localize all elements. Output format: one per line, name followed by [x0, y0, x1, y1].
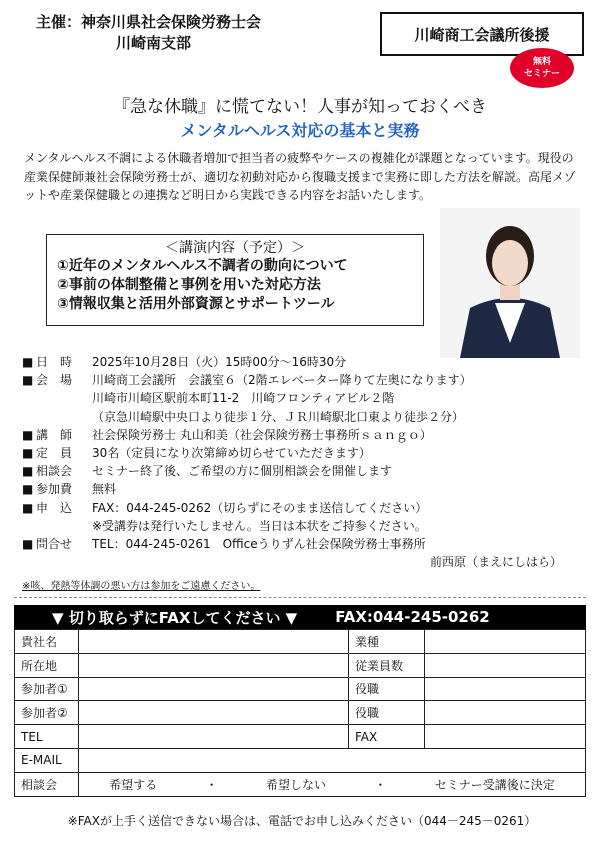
apply-label: 申 込	[36, 500, 73, 515]
contact-person: 前西原（まえにしはら）	[429, 555, 562, 570]
footer-note: ※FAXが上手く送信できない場合は、電話でお申し込みください（044－245－0261）	[67, 814, 537, 828]
lecture-item: ②事前の体制整備と事例を用いた対応方法	[57, 277, 321, 293]
contact-row	[22, 535, 582, 553]
lecture-item: ①近年のメンタルヘルス不調者の動向について	[57, 258, 348, 274]
speaker-value: 社会保険労務士 丸山和美（社会保険労務士事務所ｓａｎｇｏ）	[92, 427, 432, 442]
email-field[interactable]	[79, 748, 586, 772]
venue-value: 川崎商工会議所 会議室６（2階エレベーター降りて左奥になります）	[92, 373, 472, 388]
table-row	[15, 677, 586, 701]
position1-field[interactable]	[425, 677, 586, 701]
table-row	[15, 772, 586, 796]
separator-dot: ・	[205, 777, 218, 792]
venue-row	[22, 371, 582, 389]
fee-label: 参加費	[36, 482, 73, 497]
capacity-row	[22, 444, 582, 462]
choice-not-want[interactable]: 希望しない	[265, 777, 326, 792]
table-row	[15, 748, 586, 772]
fax-bar	[14, 605, 586, 629]
speaker-row	[22, 426, 582, 444]
table-row	[15, 630, 586, 654]
consult-choices	[79, 772, 586, 796]
bullet: ■	[22, 373, 34, 388]
industry-field[interactable]	[425, 630, 586, 654]
consult-label: 相談会	[36, 464, 73, 479]
capacity-label: 定 員	[36, 446, 73, 461]
table-row	[15, 701, 586, 725]
capacity-value: 30名（定員になり次第締め切らせていただきます）	[92, 446, 371, 461]
employees-field[interactable]	[425, 653, 586, 677]
position1-label: 役職	[349, 677, 425, 701]
table-row	[15, 653, 586, 677]
industry-label: 業種	[349, 630, 425, 654]
participant2-label: 参加者②	[15, 701, 79, 725]
organizer-line2: 川崎南支部	[116, 34, 192, 52]
table-row	[15, 725, 586, 749]
position2-field[interactable]	[425, 701, 586, 725]
lecture-item: ③情報収集と活用外部資源とサポートツール	[57, 296, 335, 312]
participant1-field[interactable]	[79, 677, 349, 701]
email-label: E-MAIL	[15, 748, 79, 772]
fax-number: FAX:044-245-0262	[335, 608, 490, 626]
free-seminar-badge	[510, 48, 574, 88]
company-label: 貴社名	[15, 630, 79, 654]
bullet: ■	[22, 537, 34, 552]
consult-form-label: 相談会	[15, 772, 79, 796]
address-label: 所在地	[15, 653, 79, 677]
date-value: 2025年10月28日（火）15時00分～16時30分	[92, 355, 347, 369]
date-label: 日 時	[36, 355, 73, 369]
bullet: ■	[22, 446, 34, 461]
lecture-box	[46, 234, 424, 326]
fee-value: 無料	[92, 482, 117, 497]
fax-label: FAX	[349, 725, 425, 749]
participant2-field[interactable]	[79, 701, 349, 725]
bullet: ■	[22, 427, 34, 442]
fax-instruction: ▼ 切り取らずにFAXしてください ▼	[52, 608, 298, 627]
consult-value: セミナー終了後、ご希望の方に個別相談会を開催します	[92, 464, 393, 479]
venue-address: 川崎市川崎区駅前本町11-2 川崎フロンティアビル２階	[92, 391, 395, 406]
badge-line1: 無料	[532, 57, 551, 67]
apply-row	[22, 499, 582, 517]
separator-dot: ・	[374, 777, 387, 792]
contact-value: TEL：044-245-0261 Officeうりずん社会保険労務士事務所	[92, 537, 426, 552]
fax-field[interactable]	[425, 725, 586, 749]
title-line1: 『急な休職』に慌てない！人事が知っておくべき	[113, 97, 487, 117]
speaker-label: 講 師	[36, 427, 73, 442]
contact-label: 問合せ	[36, 537, 73, 552]
application-form	[14, 629, 586, 797]
bullet: ■	[22, 355, 34, 369]
event-details	[22, 353, 582, 571]
tel-field[interactable]	[79, 725, 349, 749]
speaker-photo	[440, 208, 580, 358]
tel-label: TEL	[15, 725, 79, 749]
consult-row	[22, 462, 582, 480]
position2-label: 役職	[349, 701, 425, 725]
company-field[interactable]	[79, 630, 349, 654]
lecture-heading: ＜講演内容（予定）＞	[165, 240, 305, 256]
date-row	[22, 353, 582, 371]
bullet: ■	[22, 464, 34, 479]
employees-label: 従業員数	[349, 653, 425, 677]
apply-value: FAX：044-245-0262（切らずにそのまま送信してください）	[92, 500, 428, 515]
intro-text: メンタルヘルス不調による休職者増加で担当者の疲弊やケースの複雑化が課題となっています。現役の産業保健師兼社会保険労務士が、適切な初動対応から復職支援まで実務に即した方法を解説。高尾メゾットや産業保健職との連携など明日から実践できる内容をお話いたします。	[24, 151, 576, 202]
bullet: ■	[22, 500, 34, 515]
venue-label: 会 場	[36, 373, 73, 388]
badge-line2: セミナー	[523, 69, 560, 79]
organizer-line1: 主催：神奈川県社会保険労務士会	[36, 13, 262, 31]
bullet: ■	[22, 482, 34, 497]
choice-decide-later[interactable]: セミナー受講後に決定	[434, 777, 555, 792]
address-field[interactable]	[79, 653, 349, 677]
health-note: ※咳、発熱等体調の悪い方は参加をご遠慮ください。	[22, 581, 261, 592]
organizer	[36, 12, 261, 54]
venue-access: （京急川崎駅中央口より徒歩１分、ＪＲ川崎駅北口東より徒歩２分）	[92, 409, 465, 424]
choice-want[interactable]: 希望する	[109, 777, 158, 792]
apply-note: ※受講券は発行いたしません。当日は本状をご持参ください。	[92, 518, 427, 533]
fee-row	[22, 480, 582, 498]
participant1-label: 参加者①	[15, 677, 79, 701]
title-line2: メンタルヘルス対応の基本と実務	[180, 121, 420, 140]
support-box: 川崎商工会議所後援	[380, 12, 584, 56]
